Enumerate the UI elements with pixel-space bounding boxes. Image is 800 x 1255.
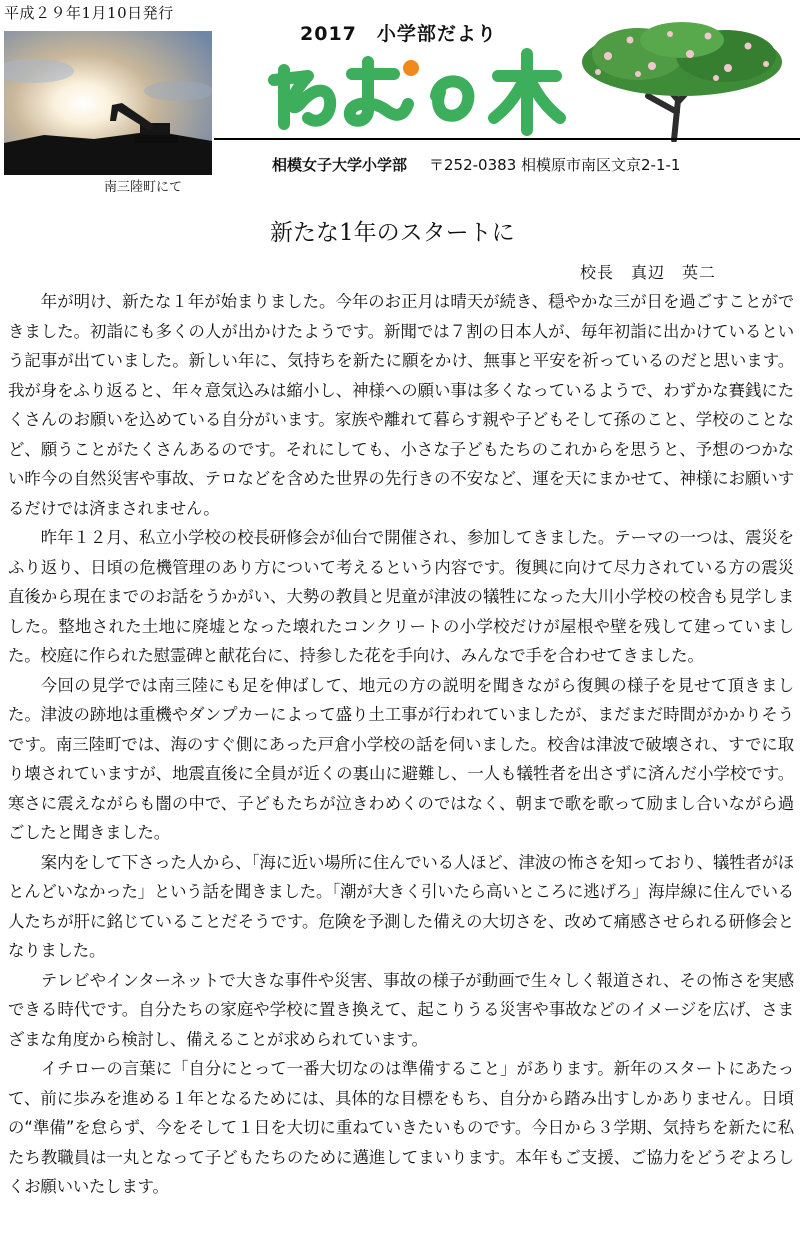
school-name: 相模女子大学小学部	[272, 156, 408, 174]
article-paragraph: 年が明け、新たな１年が始まりました。今年のお正月は晴天が続き、穏やかな三が日を過ごすことができました。初詣にも多くの人が出かけたようです。新聞では７割の日本人が、毎年初詣に出かけているという記事が出ていました。新しい年に、気持ちを新たに願をかけ、無事と平安を祈っているのだと思います。我が身をふり返ると、年々意気込みは縮小し、神様への願い事は多くなっているようで、わずかな賽銭にたくさんのお願いを込めている自分がいます。家族や離れて暮らす親や子どもそして孫のこと、学校のことなど、願うことがたくさんあるのです。それにしても、小さな子どもたちのこれからを思うと、予想のつかない昨今の自然災害や事故、テロなどを含めた世界の先行きの不安など、運を天にまかせて、神様にお願いするだけでは済まされません。	[8, 292, 794, 518]
article-paragraph: 案内をして下さった人から、「海に近い場所に住んでいる人ほど、津波の怖さを知っており、犠牲者がほとんどいなかった」という話を聞きました。「潮が大きく引いたら高いところに逃げろ」海岸線に住んでいる人たちが肝に銘じていることだそうです。危険を予測した備えの大切さを、改めて痛感させられる研修会となりました。	[8, 852, 794, 960]
header-rule	[214, 138, 800, 140]
photo-caption: 南三陸町にて	[104, 180, 183, 195]
article-paragraph: テレビやインターネットで大きな事件や災害、事故の様子が動画で生々しく報道され、その怖さを実感できる時代です。自分たちの家庭や学校に置き換えて、起こりうる災害や事故などのイメージを広げ、さまざまな角度から検討し、備えることが求められています。	[8, 970, 794, 1049]
newsletter-year-title: 2017 小学部だより	[300, 23, 497, 45]
nemunoki-logo	[268, 44, 568, 136]
article-paragraph: 今回の見学では南三陸にも足を伸ばして、地元の方の説明を聞きながら復興の様子を見せて頂きました。津波の跡地は重機やダンプカーによって盛り土工事が行われていましたが、まだまだ時間がかかりそうです。南三陸町では、海のすぐ側にあった戸倉小学校の話を伺いました。校舎は津波で破壊され、すでに取り壊されていますが、地震直後に全員が近くの裏山に避難し、一人も犠牲者を出さずに済んだ小学校です。寒さに震えながらも闇の中で、子どもたちが泣きわめくのではなく、朝まで歌を歌って励まし合いながら過ごしたと聞きました。	[8, 675, 794, 842]
silk-tree-illustration	[578, 16, 784, 142]
article-body	[8, 287, 794, 1202]
article-paragraph: イチローの言葉に「自分にとって一番大切なのは準備すること」があります。新年のスタートにあたって、前に歩みを進める１年となるためには、具体的な目標をもち、自分から踏み出すしかありません。日頃の“準備”を怠らず、今をそして１日を大切に重ねていきたいものです。今日から３学期、気持ちを新たに私たち教職員は一丸となって子どもたちのために邁進してまいります。本年もご支援、ご協力をどうぞよろしくお願いいたします。	[8, 1059, 794, 1196]
issue-date: 平成２９年1月10日発行	[4, 4, 174, 22]
article-author: 校長 真辺 英二	[580, 263, 717, 282]
school-address: 〒252-0383 相模原市南区文京2-1-1	[429, 156, 681, 174]
article-paragraph: 昨年１２月、私立小学校の校長研修会が仙台で開催され、参加してきました。テーマの一つは、震災をふり返り、日頃の危機管理のあり方について考えるという内容です。復興に向けて尽力されている方の震災直後から現在までのお話をうかがい、大勢の教員と児童が津波の犠牲になった大川小学校の校舎も見学しました。整地された土地に廃墟となった壊れたコンクリートの小学校だけが屋根や壁を残して建っていました。校庭に作られた慰霊碑と献花台に、持参した花を手向け、みんなで手を合わせてきました。	[8, 528, 795, 665]
sunrise-excavator-photo	[4, 31, 212, 175]
article-title: 新たな1年のスタートに	[270, 220, 515, 246]
school-info	[272, 154, 680, 175]
